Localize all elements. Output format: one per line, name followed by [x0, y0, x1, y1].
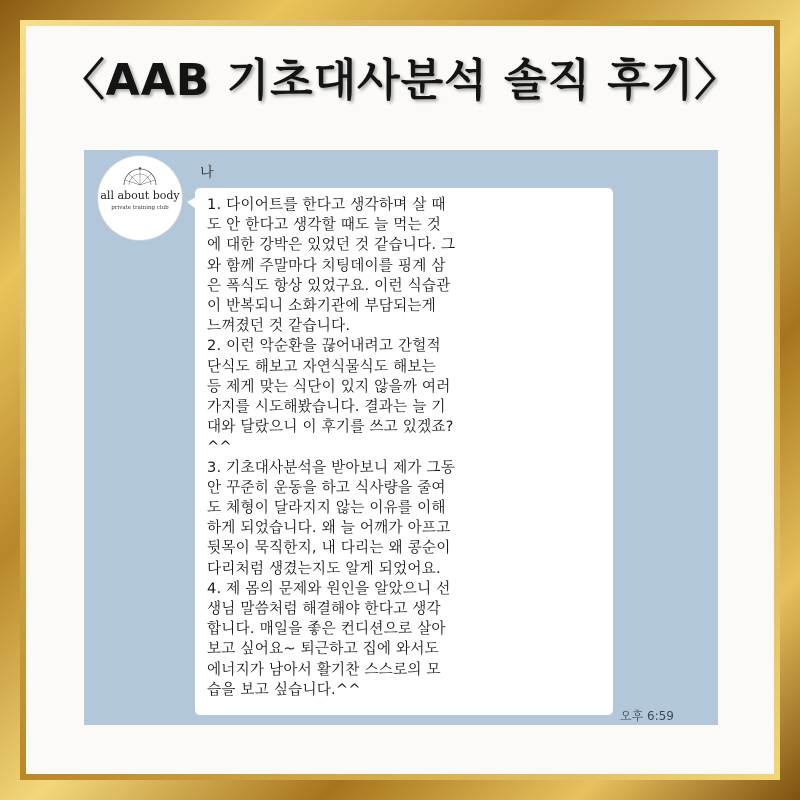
message-line: 이 반복되니 소화기관에 부담되는게 — [207, 297, 436, 315]
message-line: 에 대한 강박은 있었던 것 같습니다. 그 — [207, 236, 456, 254]
message-line: 2. 이런 악순환을 끊어내려고 간헐적 — [207, 337, 441, 355]
message-line: 보고 싶어요~ 퇴근하고 집에 와서도 — [207, 640, 439, 658]
message-line: ^^ — [207, 438, 232, 456]
message-line: 4. 제 몸의 문제와 원인을 알았으니 선 — [207, 579, 451, 597]
message-line: 합니다. 매일을 좋은 컨디션으로 살아 — [207, 620, 446, 638]
message-line: 습을 보고 싶습니다.^^ — [207, 680, 361, 698]
message-line: 단식도 해보고 자연식물식도 해보는 — [207, 357, 436, 375]
message-line: 가지를 시도해봤습니다. 결과는 늘 기 — [207, 398, 446, 416]
message-line: 느껴졌던 것 같습니다. — [207, 317, 351, 335]
message-timestamp: 오후 6:59 — [620, 709, 674, 723]
chat-screenshot — [84, 150, 718, 725]
message-line: 다리처럼 생겼는지도 알게 되었어요. — [207, 559, 441, 577]
message-line: 안 꾸준히 운동을 하고 식사량을 줄여 — [207, 478, 446, 496]
message-line: 등 제게 맞는 식단이 있지 않을까 여러 — [207, 377, 451, 395]
message-line: 1. 다이어트를 한다고 생각하며 살 때 — [207, 196, 446, 213]
message-line: 도 체형이 달라지지 않는 이유를 이해 — [207, 499, 446, 517]
message-bubble[interactable] — [195, 188, 613, 715]
message-line: 도 안 한다고 생각할 때도 늘 먹는 것 — [207, 216, 442, 234]
message-text — [207, 195, 605, 700]
avatar-sub-text: private training club — [111, 205, 169, 211]
message-line: 대와 달랐으니 이 후기를 쓰고 있겠죠? — [207, 418, 454, 436]
avatar[interactable] — [97, 155, 183, 241]
sender-name: 나 — [200, 165, 214, 181]
message-line: 에너지가 남아서 활기찬 스스로의 모 — [207, 660, 441, 678]
logo-icon — [120, 166, 160, 186]
message-line: 하게 되었습니다. 왜 늘 어깨가 아프고 — [207, 519, 451, 537]
message-line: 생님 말씀처럼 해결해야 한다고 생각 — [207, 600, 441, 618]
message-line: 3. 기초대사분석을 받아보니 제가 그동 — [207, 458, 456, 476]
message-line: 와 함께 주말마다 치팅데이를 핑계 삼 — [207, 256, 446, 274]
page-title: 〈AAB 기초대사분석 솔직 후기〉 — [60, 55, 740, 106]
message-line: 은 폭식도 항상 있었구요. 이런 식습관 — [207, 276, 451, 294]
message-line: 뒷목이 묵직한지, 내 다리는 왜 콩순이 — [207, 539, 451, 557]
avatar-brand-text: all about body — [100, 189, 180, 202]
